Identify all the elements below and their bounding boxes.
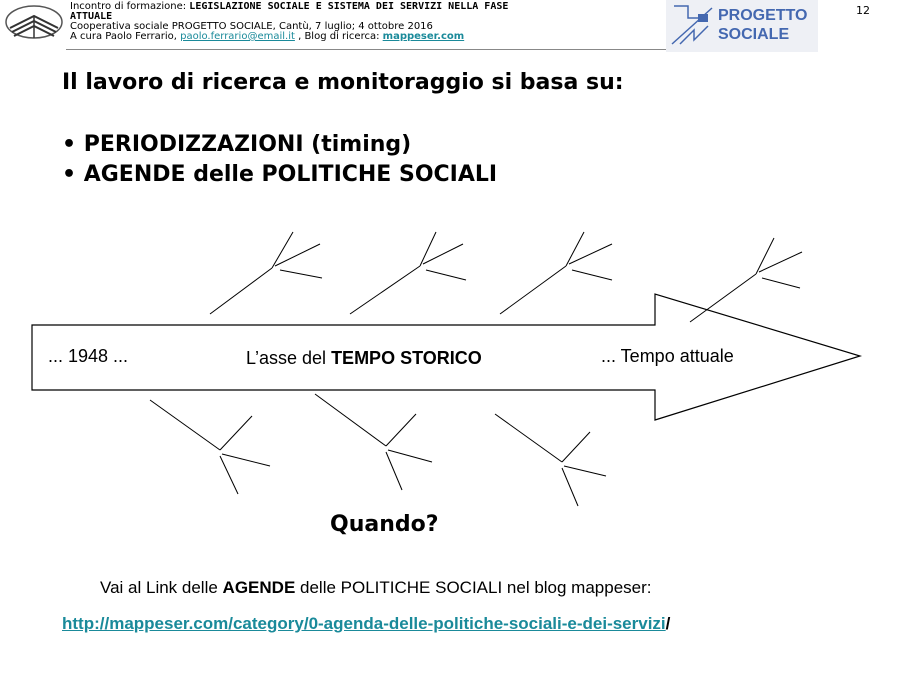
header-text xyxy=(70,2,650,42)
page-number: 12 xyxy=(856,4,870,17)
header-author: A cura Paolo Ferrario, xyxy=(70,31,177,42)
logo-text-1: PROGETTO xyxy=(718,7,808,24)
agenda-link[interactable]: http://mappeser.com/category/0-agenda-delle-politiche-sociali-e-dei-servizi xyxy=(62,614,666,633)
link-instruction-suffix: delle POLITICHE SOCIALI nel blog mappeser: xyxy=(295,578,652,597)
axis-label-bold: TEMPO STORICO xyxy=(331,348,482,368)
link-instruction xyxy=(100,578,652,598)
link-instruction-bold: AGENDE xyxy=(222,578,296,597)
axis-center-label xyxy=(246,348,482,369)
header-blog-label: , Blog di ricerca: xyxy=(298,31,380,42)
email-link[interactable]: paolo.ferrario@email.it xyxy=(180,31,295,42)
slide-title: Il lavoro di ricerca e monitoraggio si basa su: xyxy=(62,70,624,95)
header-organizer: Cooperativa sociale PROGETTO SOCIALE, Cantù, 7 luglio; 4 ottobre 2016 xyxy=(70,21,433,32)
agenda-link-line xyxy=(62,614,670,634)
start-year-label: ... 1948 ... xyxy=(48,346,129,366)
book-logo-icon xyxy=(4,2,64,42)
bullet-periodizzazioni: • PERIODIZZAZIONI (timing) xyxy=(62,132,412,157)
link-trailing-slash: / xyxy=(665,614,671,633)
header-course-title-2: ATTUALE xyxy=(70,11,113,22)
upper-branches xyxy=(210,232,802,322)
header-prefix: Incontro di formazione: xyxy=(70,1,187,12)
time-axis-diagram xyxy=(0,220,900,520)
question-heading: Quando? xyxy=(330,512,439,537)
lower-branches xyxy=(150,394,606,506)
bullet-list xyxy=(62,130,497,190)
blog-link[interactable]: mappeser.com xyxy=(382,31,465,42)
present-label: ... Tempo attuale xyxy=(601,346,734,366)
fishbone-arrow xyxy=(0,220,900,520)
logo-text-2: SOCIALE xyxy=(718,26,790,43)
header-course-title: LEGISLAZIONE SOCIALE E SISTEMA DEI SERVIZI NELLA FASE xyxy=(189,1,509,12)
axis-label-prefix: L’asse del xyxy=(246,348,332,368)
bullet-agende: • AGENDE delle POLITICHE SOCIALI xyxy=(62,162,498,187)
progetto-sociale-logo xyxy=(666,0,818,52)
slide-header xyxy=(0,0,900,55)
link-instruction-prefix: Vai al Link delle xyxy=(100,578,223,597)
logo-mark-icon xyxy=(668,0,718,52)
